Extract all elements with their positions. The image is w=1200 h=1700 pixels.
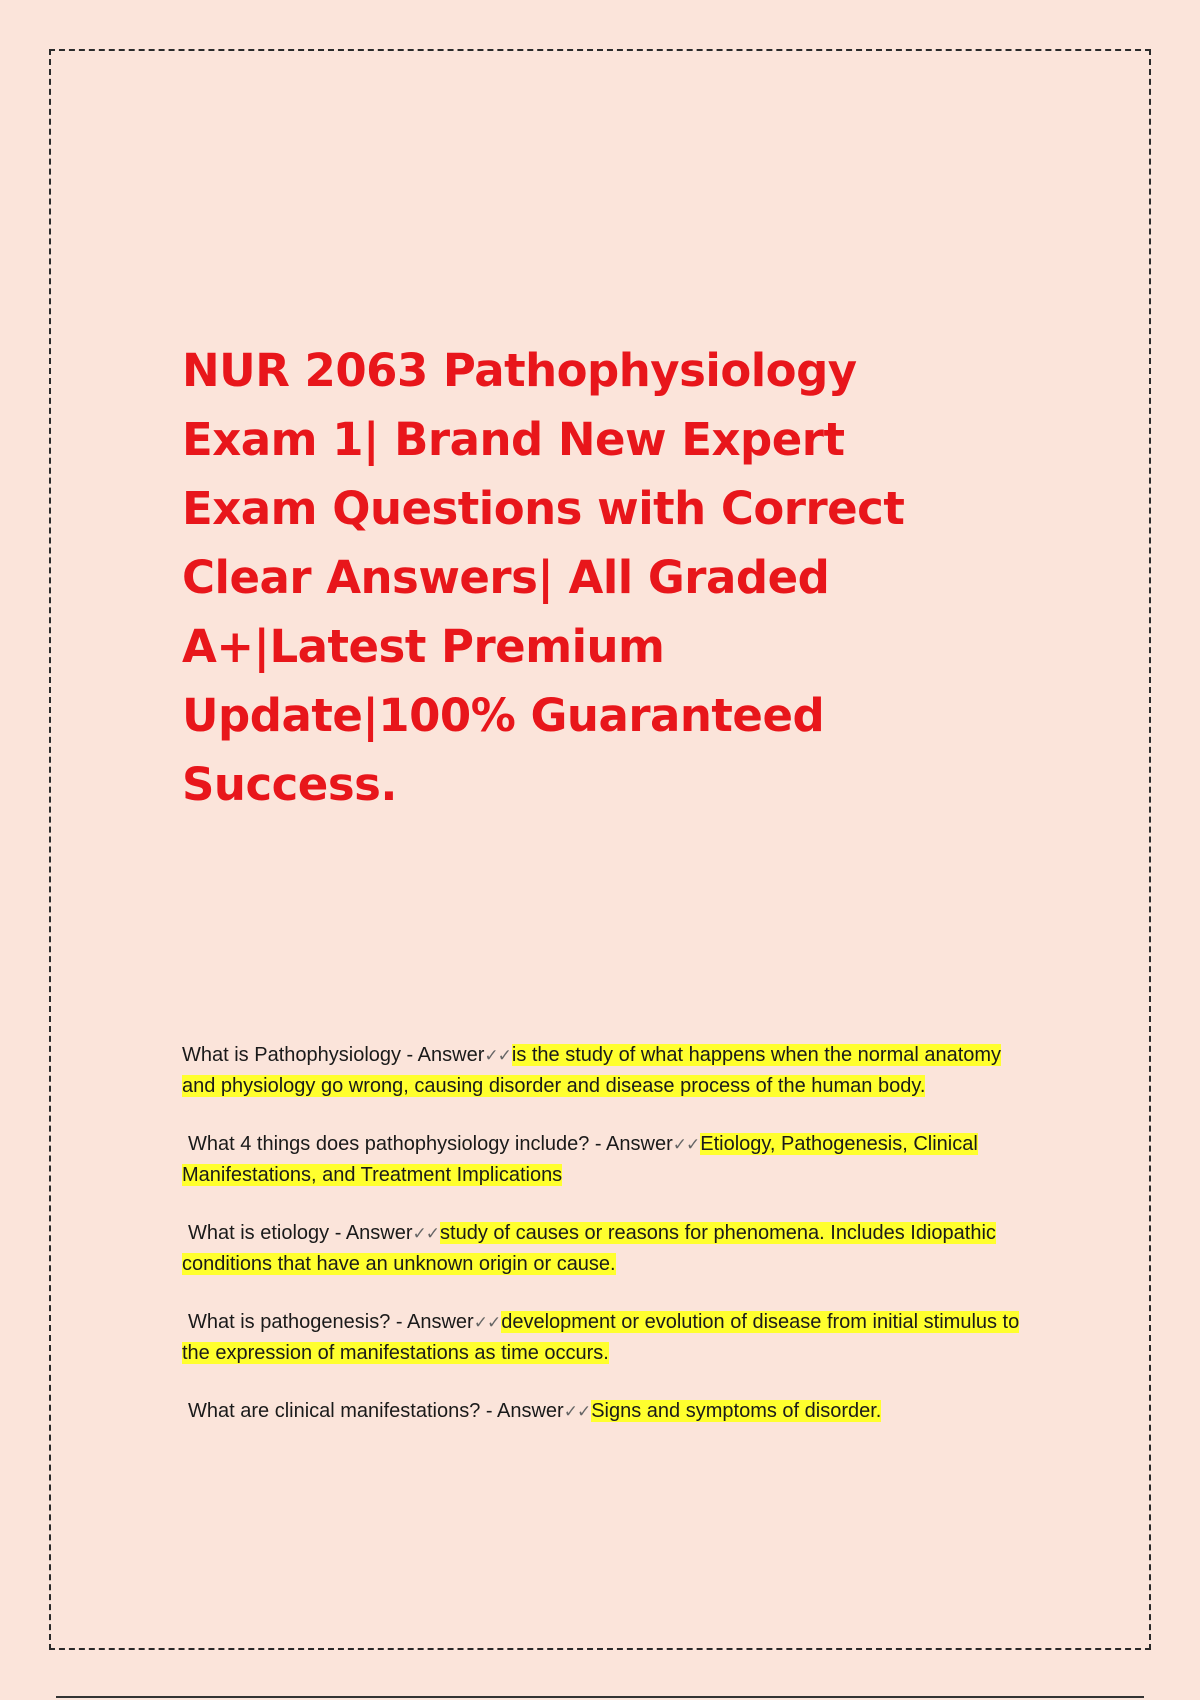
double-check-icon: ✓✓: [484, 1046, 511, 1066]
double-check-icon: ✓✓: [473, 1313, 501, 1333]
qa-item-four-things: [182, 1129, 1022, 1190]
question-text: What is Pathophysiology - Answer: [182, 1044, 485, 1066]
bottom-divider: [56, 1696, 1144, 1698]
question-text: What is etiology - Answer: [188, 1222, 413, 1244]
question-text: What are clinical manifestations? - Answer: [188, 1400, 564, 1422]
question-text: What 4 things does pathophysiology include? - Answer: [188, 1133, 673, 1155]
qa-item-etiology: [182, 1218, 1022, 1279]
qa-item-clinical-manifestations: [182, 1396, 1022, 1427]
question-text: What is pathogenesis? - Answer: [188, 1311, 474, 1333]
qa-list: [182, 1040, 1022, 1455]
answer-highlight: Etiology, Pathogenesis, Clinical Manifestations, and Treatment Implications: [182, 1133, 978, 1186]
answer-highlight: is the study of what happens when the normal anatomy and physiology go wrong, causing disorder and disease process of the human body.: [182, 1044, 1002, 1097]
double-check-icon: ✓✓: [672, 1135, 700, 1155]
double-check-icon: ✓✓: [563, 1402, 591, 1422]
qa-item-pathogenesis: [182, 1307, 1022, 1368]
qa-item-pathophysiology: [182, 1040, 1022, 1101]
double-check-icon: ✓✓: [412, 1224, 440, 1244]
answer-highlight: study of causes or reasons for phenomena. Includes Idiopathic conditions that have an unknown origin or cause.: [182, 1222, 996, 1275]
answer-highlight: development or evolution of disease from initial stimulus to the expression of manifestations as time occurs.: [182, 1311, 1020, 1364]
document-title: NUR 2063 Pathophysiology Exam 1| Brand New Expert Exam Questions with Correct Clear Answers| All Graded A+|Latest Premium Update|100% Guaranteed Success.: [182, 344, 905, 811]
answer-highlight: Signs and symptoms of disorder.: [591, 1400, 882, 1422]
